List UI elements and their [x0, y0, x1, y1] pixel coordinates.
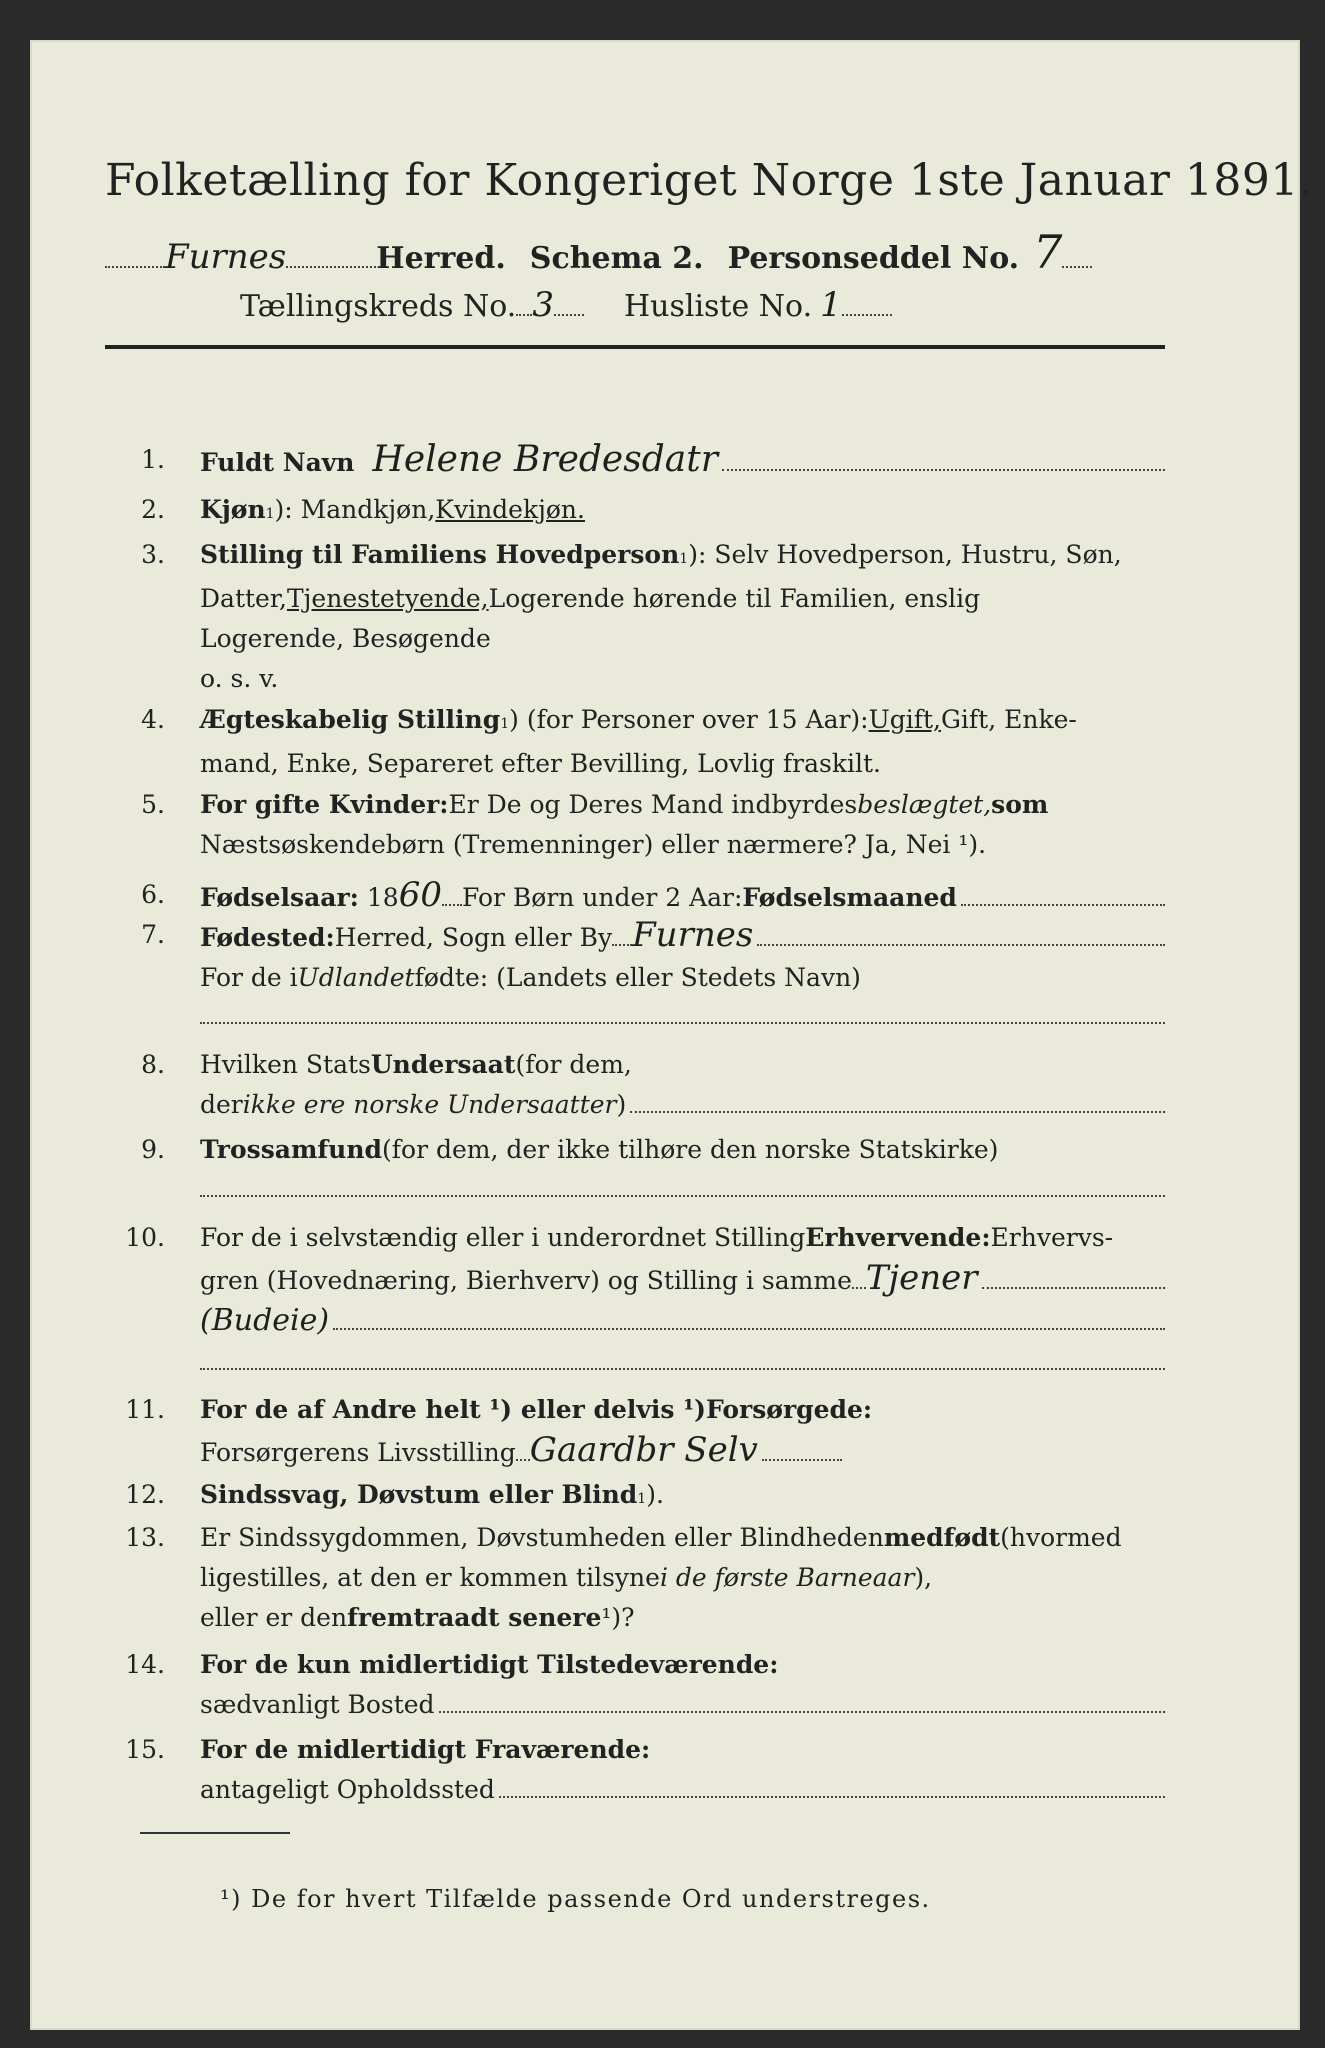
item-label: Erhvervende:	[805, 1223, 991, 1252]
dotted-leader	[105, 242, 165, 268]
item-text: sædvanligt Bosted	[200, 1690, 435, 1719]
occupation-value: Tjener	[865, 1258, 978, 1298]
birth-year-value: 60	[398, 875, 442, 915]
item-text: ),	[914, 1563, 933, 1592]
dotted-leader	[333, 1306, 1165, 1330]
footnote-rule	[140, 1832, 290, 1834]
dotted-leader	[722, 447, 1165, 471]
dotted-leader	[516, 1439, 530, 1461]
item-text: i de første Barneaar	[659, 1563, 915, 1592]
item-text: der	[200, 1090, 243, 1119]
item-number: 8.	[141, 1050, 165, 1079]
dotted-leader	[762, 1437, 842, 1461]
item-label: Fødested:	[200, 923, 335, 952]
dotted-leader	[852, 1267, 866, 1289]
dotted-leader	[842, 290, 892, 316]
dotted-leader	[439, 1689, 1165, 1713]
item-text: ligestilles, at den er kommen tilsyne	[200, 1563, 660, 1592]
item-text: mand, Enke, Separeret efter Bevilling, Lovlig fraskilt.	[200, 749, 881, 778]
blank-line	[200, 1022, 1165, 1024]
item-label: For de midlertidigt Fraværende:	[200, 1735, 651, 1764]
item-number: 7.	[141, 920, 165, 949]
underlined-answer: Tjenestetyende,	[287, 584, 489, 613]
item-number: 11.	[125, 1395, 165, 1424]
blank-line	[200, 1195, 1165, 1197]
item-label: Fødselsaar:	[200, 883, 359, 912]
item-text: For de i	[200, 963, 298, 992]
herred-value: Furnes	[165, 237, 287, 277]
item-text: eller er den	[200, 1603, 348, 1632]
item-number: 10.	[125, 1223, 165, 1252]
dotted-leader	[612, 924, 632, 946]
husliste-value: 1	[820, 285, 842, 325]
item-text: o. s. v.	[200, 664, 279, 693]
item-text: gren (Hovednæring, Bierhverv) og Stilling i samme	[200, 1266, 852, 1295]
item-label: Fuldt Navn	[200, 448, 355, 477]
item-text: For Børn under 2 Aar:	[461, 883, 743, 912]
item-number: 12.	[125, 1480, 165, 1509]
item-number: 3.	[141, 540, 165, 569]
dotted-leader	[499, 1774, 1165, 1798]
item-text: (for dem, der ikke tilhøre den norske Statskirke)	[382, 1135, 999, 1164]
item-text: Fødselsmaaned	[742, 883, 957, 912]
item-number: 5.	[141, 790, 165, 819]
occupation-detail-value: (Budeie)	[200, 1303, 330, 1338]
header-rule	[105, 345, 1165, 349]
item-text: Udlandet	[297, 963, 415, 992]
item-text: fødte: (Landets eller Stedets Navn)	[414, 963, 861, 992]
year-prefix: 18	[366, 883, 399, 912]
item-text: Logerende hørende til Familien, enslig	[488, 584, 981, 613]
item-text: For de af Andre helt ¹) eller delvis ¹)	[200, 1395, 706, 1424]
dotted-leader	[630, 1089, 1165, 1113]
item-text: Forsørgerens Livsstilling	[200, 1438, 516, 1467]
dotted-leader	[982, 1265, 1166, 1289]
item-text: Er De og Deres Mand indbyrdes	[448, 790, 858, 819]
herred-label: Herred.	[376, 241, 506, 276]
dotted-leader	[442, 884, 462, 906]
item-label: Sindssvag, Døvstum eller Blind	[200, 1480, 638, 1509]
item-text: som	[991, 790, 1049, 819]
kreds-value: 3	[532, 285, 554, 325]
item-text: ).	[646, 1480, 664, 1509]
item-label: Undersaat	[370, 1050, 516, 1079]
dotted-leader	[961, 882, 1165, 906]
dotted-leader	[757, 922, 1165, 946]
item-text: Erhvervs-	[990, 1223, 1114, 1252]
underlined-answer: Ugift,	[868, 705, 941, 734]
item-number: 4.	[141, 705, 165, 734]
item-text: Datter,	[200, 584, 287, 613]
item-text: Næstsøskendebørn (Tremenninger) eller nærmere? Ja, Nei ¹).	[200, 830, 987, 859]
item-text: Logerende, Besøgende	[200, 624, 491, 653]
item-number: 13.	[125, 1523, 165, 1552]
husliste-label: Husliste No.	[623, 289, 813, 324]
item-text: ikke ere norske Undersaatter	[242, 1090, 617, 1119]
item-number: 9.	[141, 1135, 165, 1164]
item-label: Ægteskabelig Stilling	[200, 705, 501, 734]
blank-line	[200, 1368, 1165, 1370]
item-label: For de kun midlertidigt Tilstedeværende:	[200, 1650, 779, 1679]
item-label: Forsørgede:	[705, 1395, 873, 1424]
footnote-mark: 1	[265, 506, 275, 522]
item-text: ) (for Personer over 15 Aar):	[509, 705, 869, 734]
item-text: ): Selv Hovedperson, Hustru, Søn,	[688, 540, 1122, 569]
form-title: Folketælling for Kongeriget Norge 1ste Januar 1891.	[105, 155, 1314, 206]
item-text: ): Mandkjøn,	[274, 495, 436, 524]
item-text: Herred, Sogn eller By	[334, 923, 613, 952]
provider-value: Gaardbr Selv	[529, 1430, 758, 1470]
item-label: For gifte Kvinder:	[200, 790, 449, 819]
kreds-label: Tællingskreds No.	[240, 289, 517, 324]
item-text: medfødt	[883, 1523, 1001, 1552]
item-number: 6.	[141, 880, 165, 909]
birthplace-value: Furnes	[632, 915, 754, 955]
underlined-answer: Kvindekjøn.	[435, 495, 585, 524]
item-label: Trossamfund	[200, 1135, 383, 1164]
item-text: ¹)?	[601, 1603, 635, 1632]
item-text: (for dem,	[515, 1050, 632, 1079]
item-number: 1.	[141, 445, 165, 474]
item-text: Gift, Enke-	[940, 705, 1077, 734]
item-text: antageligt Opholdssted	[200, 1775, 495, 1804]
personseddel-value: 7	[1033, 225, 1063, 279]
item-label: Stilling til Familiens Hovedperson	[200, 540, 680, 569]
item-number: 2.	[141, 495, 165, 524]
item-text: fremtraadt senere	[347, 1603, 602, 1632]
dotted-leader	[286, 242, 376, 268]
item-number: 15.	[125, 1735, 165, 1764]
item-text: For de i selvstændig eller i underordnet Stilling	[200, 1223, 806, 1252]
dotted-leader	[554, 290, 584, 316]
footnote-text: ¹) De for hvert Tilfælde passende Ord understreges.	[220, 1885, 931, 1913]
herred-line	[105, 225, 1165, 279]
item-text: Hvilken Stats	[200, 1050, 371, 1079]
item-label: Kjøn	[200, 495, 266, 524]
dotted-leader	[1062, 242, 1092, 268]
personseddel-label: Personseddel No.	[727, 241, 1020, 276]
item-text: Er Sindssygdommen, Døvstumheden eller Blindheden	[200, 1523, 884, 1552]
full-name-value: Helene Bredesdatr	[372, 439, 718, 480]
schema-label: Schema 2.	[529, 241, 704, 276]
item-text: beslægtet,	[857, 790, 992, 819]
item-text: (hvormed	[1000, 1523, 1122, 1552]
kreds-line	[240, 285, 1040, 325]
item-number: 14.	[125, 1650, 165, 1679]
dotted-leader	[516, 290, 532, 316]
